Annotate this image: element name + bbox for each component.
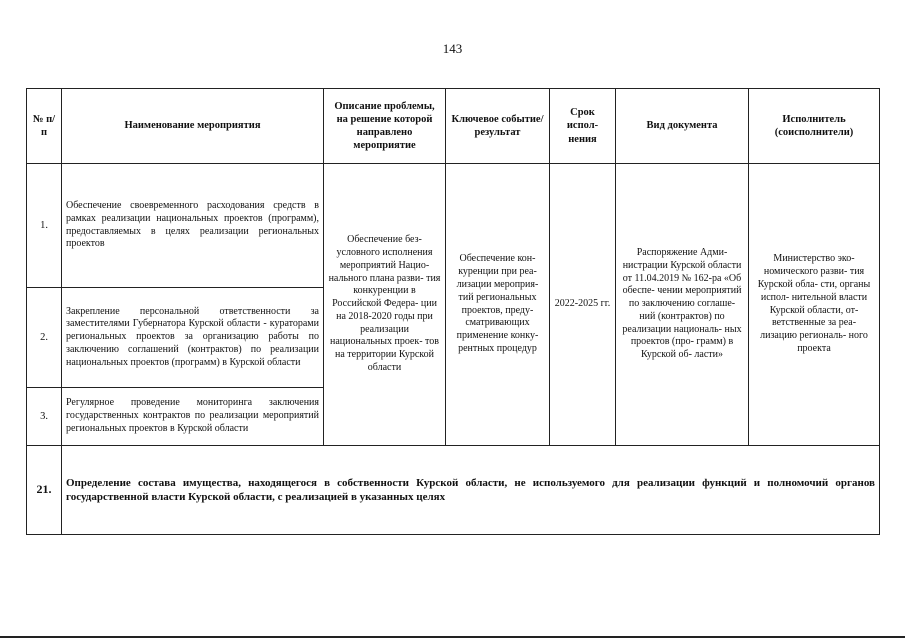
row-number: 2. (27, 288, 62, 388)
header-doctype: Вид документа (616, 89, 749, 164)
header-event: Ключевое событие/ результат (446, 89, 550, 164)
header-num: № п/п (27, 89, 62, 164)
problem-description: Обеспечение без- условного исполнения мероприятий Нацио- нального плана разви- тия конкуренции в Российской Федера- ции на 2018-2020 годы при реализации национальных проек- тов на территории Курской области (324, 164, 446, 446)
row-number: 3. (27, 388, 62, 446)
section-row (27, 446, 880, 535)
row-measure-name: Регулярное проведение мониторинга заключения государственных контрактов по реализации мероприятий региональных проектов в Курской области (62, 388, 324, 446)
page-bottom-rule (0, 636, 905, 638)
term: 2022-2025 гг. (550, 164, 616, 446)
executor: Министерство эко- номического разви- тия Курской обла- сти, органы испол- нительной власти Курской области, от- ветственные за реа- лизацию региональ- ного проекта (749, 164, 880, 446)
key-event: Обеспечение кон- куренции при реа- лизации мероприя- тий региональных проектов, преду- сматривающих применение конку- рентных процедур (446, 164, 550, 446)
section-number: 21. (27, 446, 62, 535)
header-executor: Исполнитель (соисполнители) (749, 89, 880, 164)
header-term: Срок испол- нения (550, 89, 616, 164)
row-measure-name: Обеспечение своевременного расходования средств в рамках реализации национальных проектов (программ), предоставляемых в целях реализации региональных проектов (62, 164, 324, 288)
row-measure-name: Закрепление персональной ответственности за заместителями Губернатора Курской области - кураторами региональных проектов за организацию работы по заключению соглашений (контрактов) по реализации национальных проектов (программ) в Курской области (62, 288, 324, 388)
section-title: Определение состава имущества, находящегося в собственности Курской области, не используемого для реализации функций и полномочий органов государственной власти Курской области, с реализацией в указанных целях (62, 446, 880, 535)
page-number: 143 (442, 41, 463, 56)
measures-table (26, 88, 880, 535)
table-row (27, 164, 880, 288)
document-type: Распоряжение Адми- нистрации Курской области от 11.04.2019 № 162-ра «Об обеспе- чении мероприятий по заключению соглаше- ний (контрактов) по реализации националь- ных проектов (про- грамм) в Курской об- ласти» (616, 164, 749, 446)
header-name: Наименование мероприятия (62, 89, 324, 164)
header-problem: Описание проблемы, на решение которой направлено мероприятие (324, 89, 446, 164)
row-number: 1. (27, 164, 62, 288)
header-row (27, 89, 880, 164)
